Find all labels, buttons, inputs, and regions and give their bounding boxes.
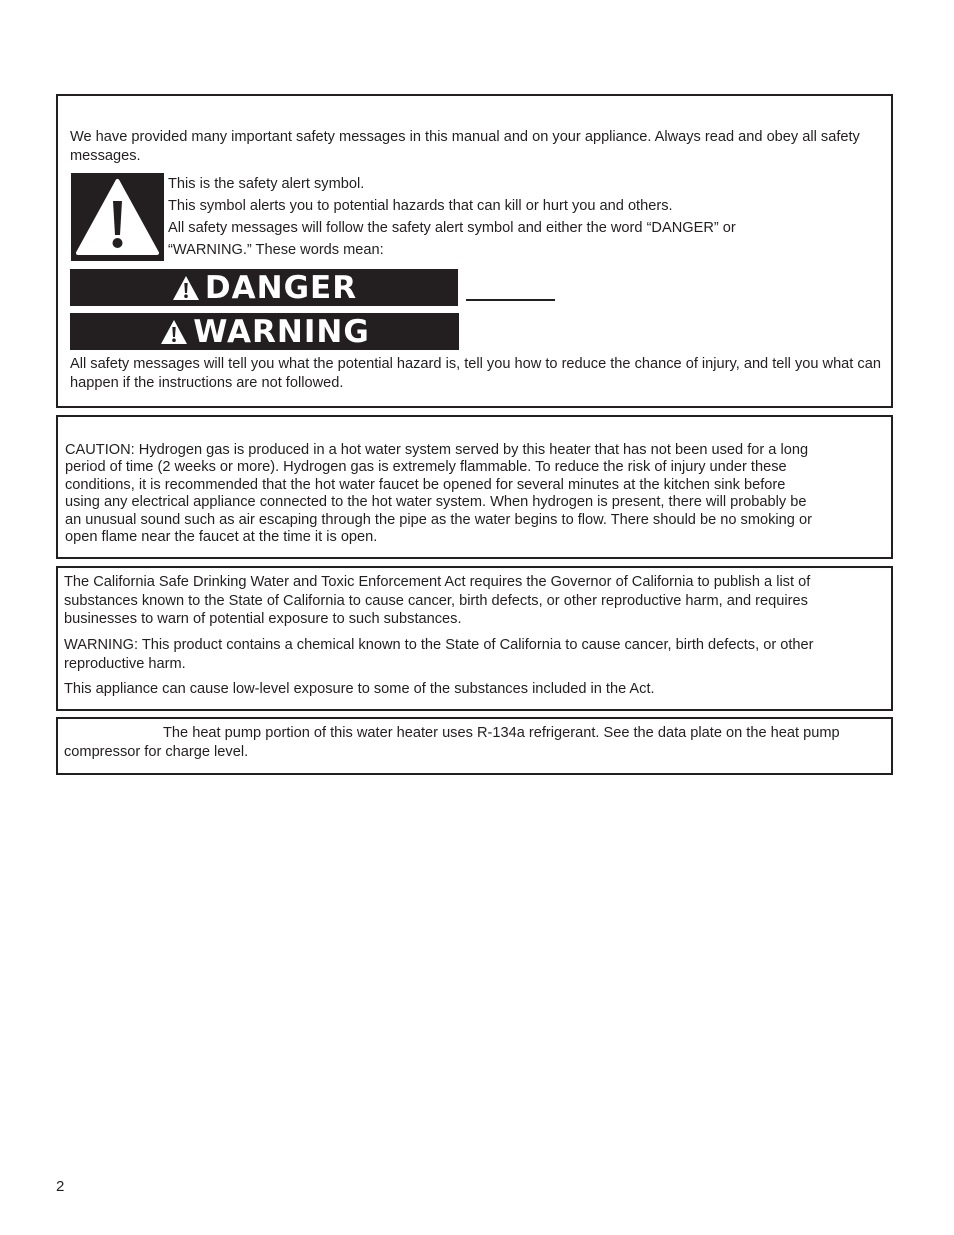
danger-signal-word	[70, 269, 458, 306]
prop65-paragraph-1: The California Safe Drinking Water and Toxic Enforcement Act requires the Governor of California to publish a list of substances known to the State of California to cause cancer, birth defects, or other reproductive harm, and requires businesses to warn of potential exposure to such substances.	[64, 574, 811, 628]
danger-label: DANGER	[204, 269, 358, 306]
symbol-line-3: All safety messages will follow the safety alert symbol and either the word “DANGER” or	[168, 220, 736, 236]
divider-rule	[466, 299, 555, 301]
symbol-line-1: This is the safety alert symbol.	[168, 176, 365, 192]
symbol-line-2: This symbol alerts you to potential hazards that can kill or hurt you and others.	[168, 198, 673, 214]
safety-closing: All safety messages will tell you what the potential hazard is, tell you how to reduce the chance of injury, and tell you what can happen if the instructions are not followed.	[70, 356, 881, 391]
hydrogen-line: open flame near the faucet at the time it is open.	[65, 529, 378, 546]
warning-triangle-icon	[171, 274, 201, 302]
safety-intro: We have provided many important safety messages in this manual and on your appliance. Always read and obey all safety messages.	[70, 129, 860, 164]
warning-triangle-icon	[159, 318, 189, 346]
hydrogen-line: period of time (2 weeks or more). Hydrogen gas is extremely flammable. To reduce the risk of injury under these	[65, 459, 787, 476]
hydrogen-line: an unusual sound such as air escaping through the pipe as the water begins to flow. There should be no smoking or	[65, 511, 812, 528]
refrigerant-text: The heat pump portion of this water heater uses R-134a refrigerant. See the data plate on the heat pump compressor for charge level.	[64, 725, 840, 760]
warning-label: WARNING	[193, 313, 370, 350]
hydrogen-line: CAUTION: Hydrogen gas is produced in a hot water system served by this heater that has not been used for a long	[65, 442, 809, 458]
safety-alert-icon	[71, 173, 164, 261]
prop65-warning: WARNING: This product contains a chemical known to the State of California to cause cancer, birth defects, or other reproductive harm.	[64, 637, 814, 672]
hydrogen-line: conditions, it is recommended that the hot water faucet be opened for several minutes at the kitchen sink before	[65, 476, 786, 493]
symbol-line-4: “WARNING.” These words mean:	[168, 242, 384, 258]
page-number: 2	[56, 1178, 65, 1195]
hydrogen-line: using any electrical appliance connected to the hot water system. When hydrogen is present, there will probably be	[65, 494, 807, 511]
warning-signal-word	[70, 313, 459, 350]
hydrogen-caution-text	[65, 442, 812, 546]
prop65-paragraph-3: This appliance can cause low-level exposure to some of the substances included in the Act.	[64, 681, 655, 697]
